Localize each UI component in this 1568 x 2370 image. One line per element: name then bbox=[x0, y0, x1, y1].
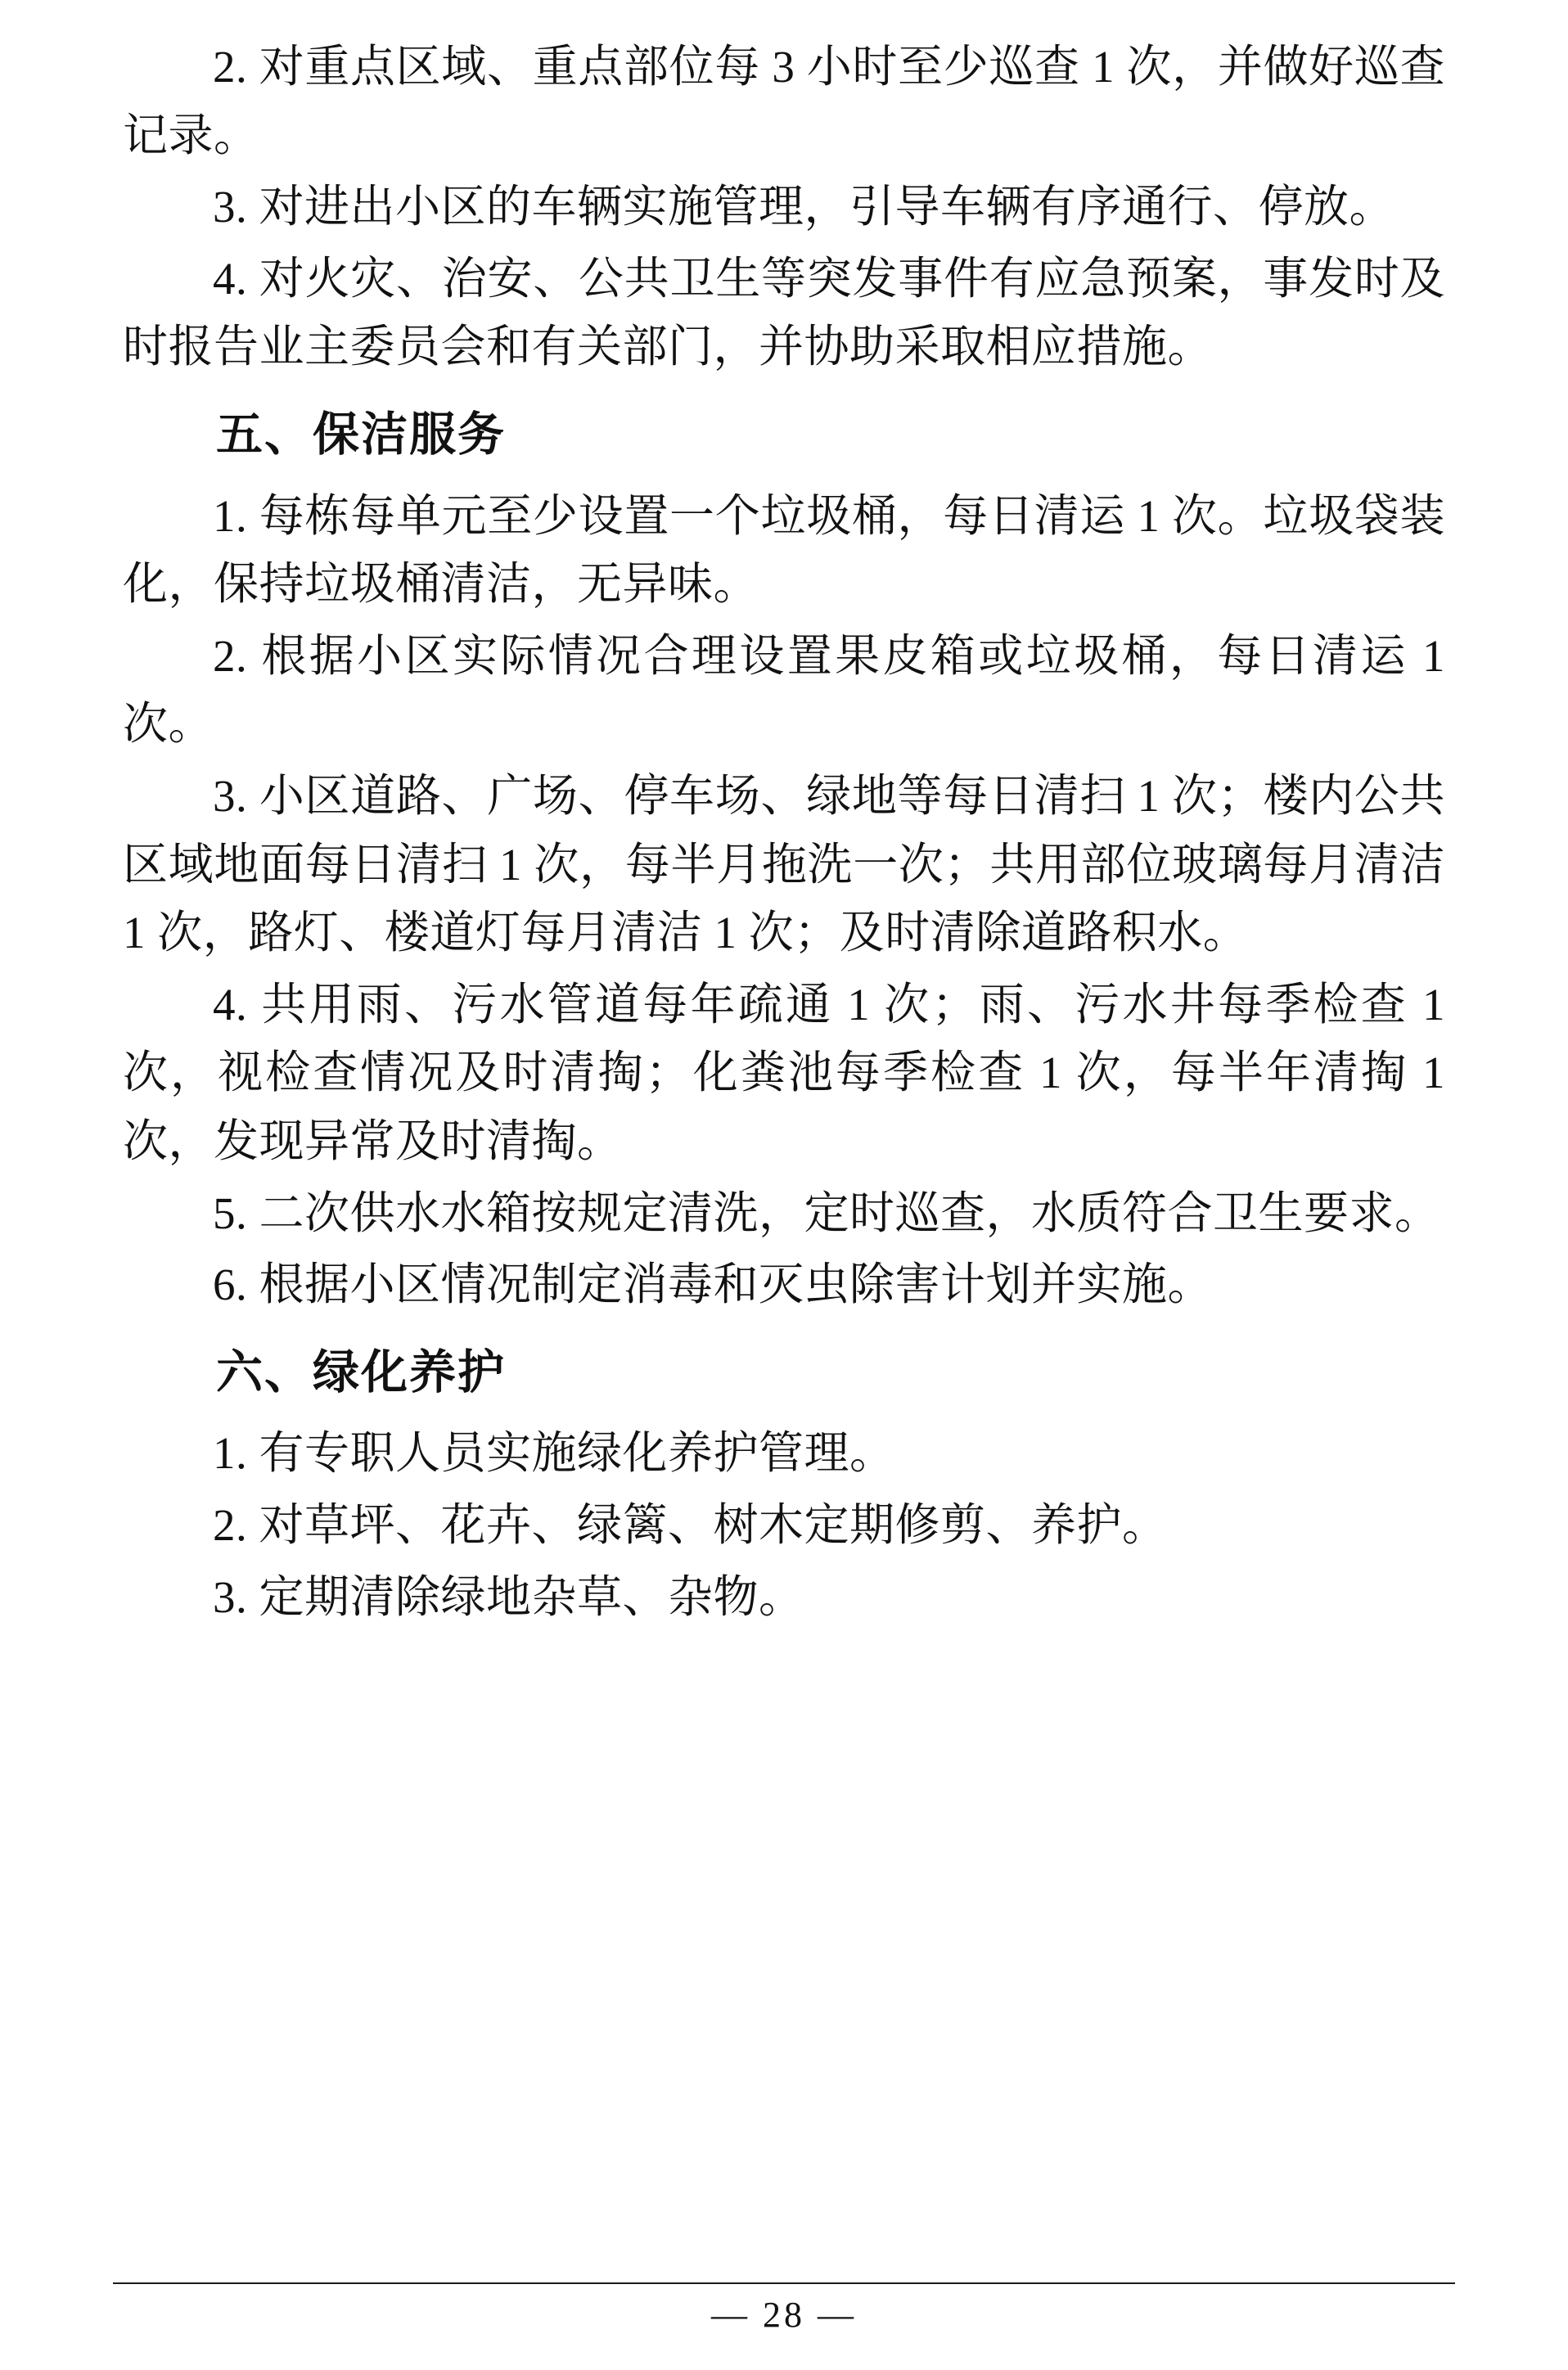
page-footer bbox=[0, 2282, 1568, 2336]
list-item: 3. 定期清除绿地杂草、杂物。 bbox=[213, 1571, 804, 1622]
list-item: 3. 小区道路、广场、停车场、绿地等每日清扫 1 次；楼内公共区域地面每日清扫 1 次，每半月拖洗一次；共用部位玻璃每月清洁 1 次，路灯、楼道灯每月清洁 1 次；及时清除道路积水。 bbox=[123, 770, 1445, 958]
list-item: 4. 对火灾、治安、公共卫生等突发事件有应急预案，事发时及时报告业主委员会和有关部门，并协助采取相应措施。 bbox=[123, 253, 1445, 372]
document-body bbox=[123, 33, 1445, 1631]
list-item: 6. 根据小区情况制定消毒和灭虫除害计划并实施。 bbox=[213, 1259, 1214, 1310]
footer-divider bbox=[113, 2282, 1455, 2284]
list-item: 5. 二次供水水箱按规定清洗，定时巡查，水质符合卫生要求。 bbox=[213, 1187, 1440, 1238]
list-item: 3. 对进出小区的车辆实施管理，引导车辆有序通行、停放。 bbox=[213, 182, 1395, 232]
list-item: 2. 对重点区域、重点部位每 3 小时至少巡查 1 次，并做好巡查记录。 bbox=[123, 42, 1445, 160]
list-item: 2. 根据小区实际情况合理设置果皮箱或垃圾桶，每日清运 1 次。 bbox=[123, 630, 1445, 750]
section-heading-five: 五、保洁服务 bbox=[216, 407, 506, 462]
list-item: 1. 有专职人员实施绿化养护管理。 bbox=[213, 1428, 895, 1479]
section-heading-six: 六、绿化养护 bbox=[216, 1345, 506, 1399]
list-item: 4. 共用雨、污水管道每年疏通 1 次；雨、污水井每季检查 1 次，视检查情况及时清掏；化粪池每季检查 1 次，每半年清掏 1 次，发现异常及时清掏。 bbox=[123, 979, 1445, 1166]
list-item: 1. 每栋每单元至少设置一个垃圾桶，每日清运 1 次。垃圾袋装化，保持垃圾桶清洁，无异味。 bbox=[123, 490, 1445, 610]
list-item: 2. 对草坪、花卉、绿篱、树木定期修剪、养护。 bbox=[213, 1499, 1168, 1550]
page-number: — 28 — bbox=[711, 2295, 857, 2335]
